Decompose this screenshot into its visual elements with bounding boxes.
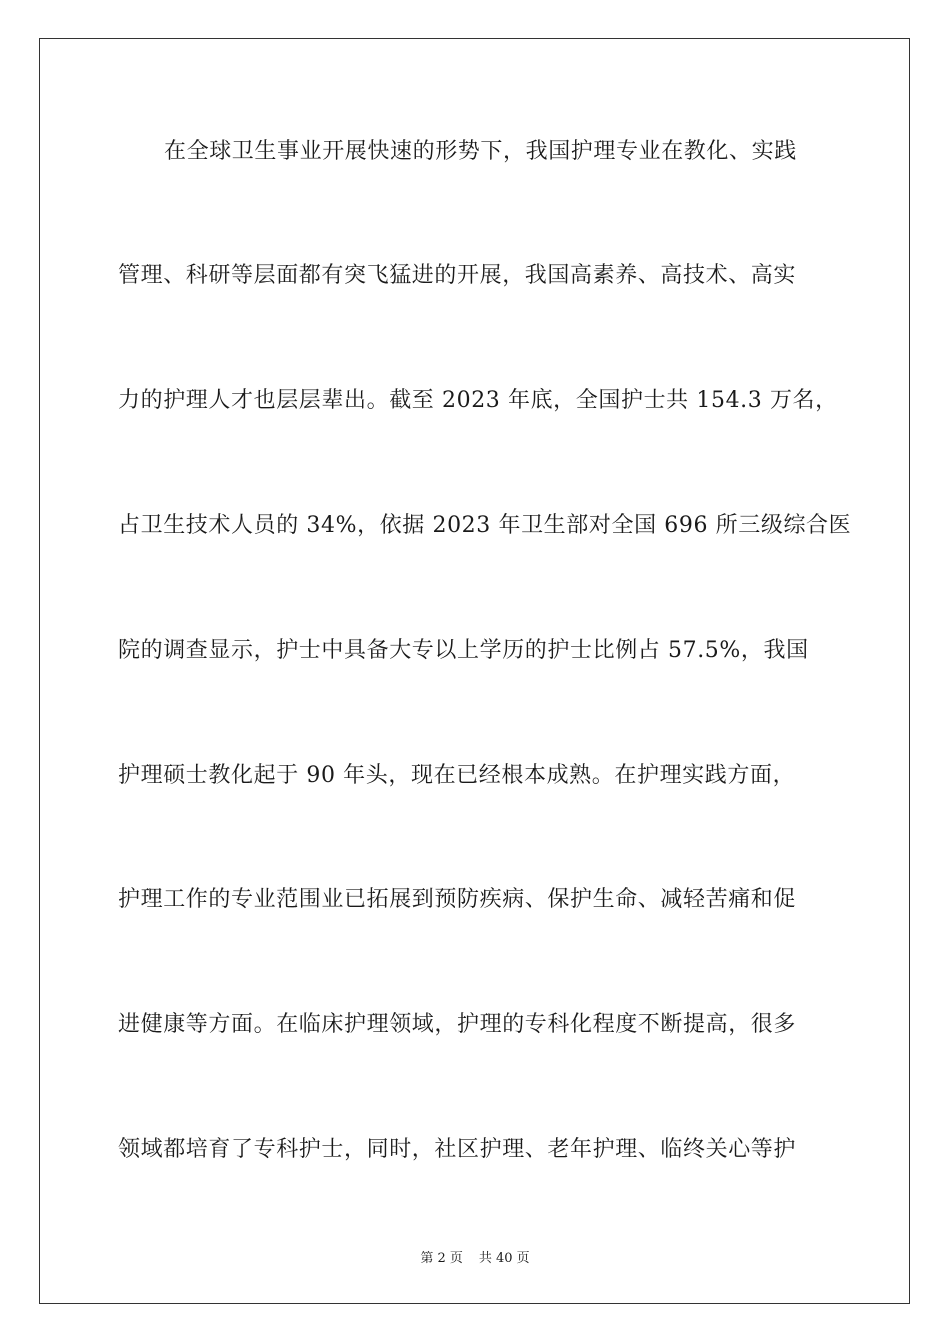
paragraph-line: 力的护理人才也层层辈出。截至 2023 年底，全国护士共 154.3 万名， — [118, 388, 838, 413]
paragraph-line: 护理工作的专业范围业已拓展到预防疾病、保护生命、减轻苦痛和促 — [118, 887, 797, 912]
page-border — [39, 38, 910, 1304]
paragraph-line: 占卫生技术人员的 34%，依据 2023 年卫生部对全国 696 所三级综合医 — [118, 513, 852, 538]
page-number: 第 2 页 — [420, 1251, 463, 1266]
paragraph-line: 院的调查显示，护士中具备大专以上学历的护士比例占 57.5%，我国 — [118, 638, 809, 663]
paragraph-line: 领域都培育了专科护士，同时，社区护理、老年护理、临终关心等护 — [118, 1137, 797, 1162]
paragraph-line: 管理、科研等层面都有突飞猛进的开展，我国高素养、高技术、高实 — [118, 263, 797, 288]
page-footer — [0, 1247, 950, 1266]
page-total: 共 40 页 — [478, 1251, 530, 1266]
paragraph-line: 进健康等方面。在临床护理领域，护理的专科化程度不断提高，很多 — [118, 1012, 797, 1037]
paragraph-line: 在全球卫生事业开展快速的形势下，我国护理专业在教化、实践 — [164, 139, 797, 164]
paragraph-line: 护理硕士教化起于 90 年头，现在已经根本成熟。在护理实践方面， — [118, 763, 796, 788]
